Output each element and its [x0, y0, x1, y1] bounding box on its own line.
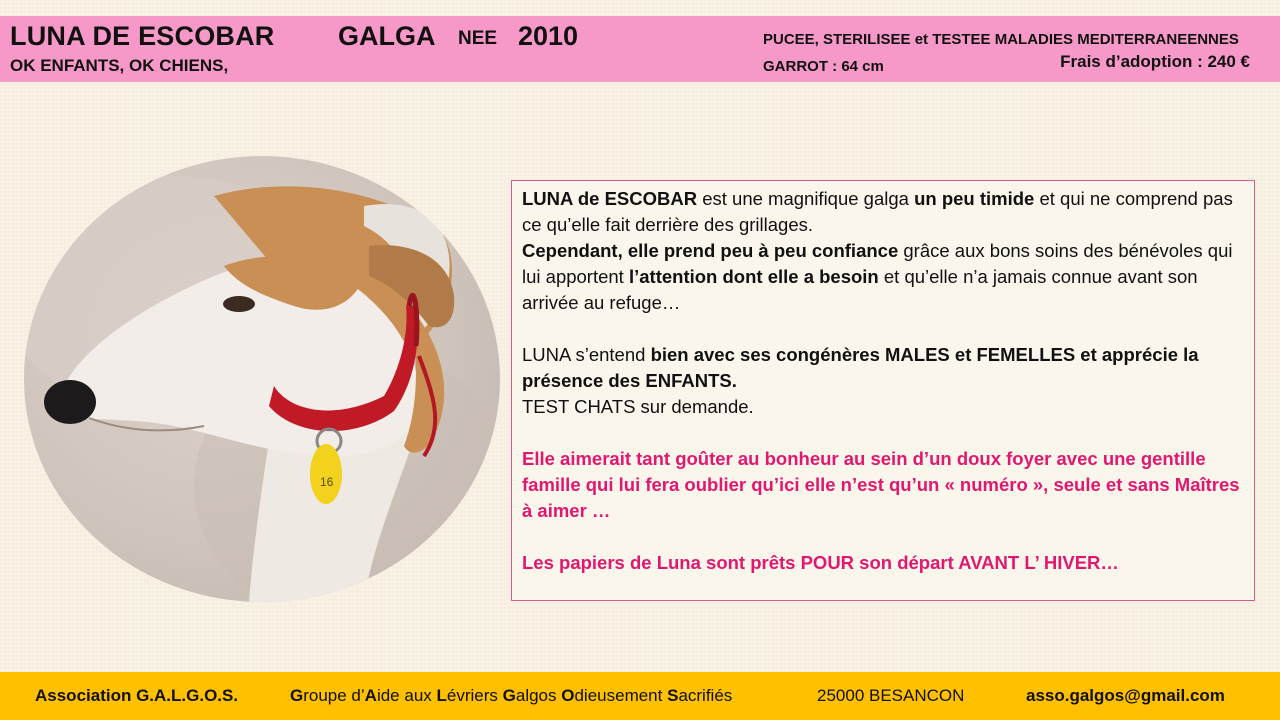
- born-label: NEE: [458, 28, 498, 49]
- word: évriers: [446, 686, 503, 705]
- desc-bold: Cependant, elle prend peu à peu confiance: [522, 240, 899, 261]
- adoption-fee: Frais d’adoption : 240 €: [1060, 52, 1250, 71]
- dog-breed: GALGA: [338, 21, 436, 51]
- header-banner: [0, 16, 1280, 82]
- desc-text: et qui ne comprend pas ce qu’elle fait derrière des grillages.: [522, 188, 1233, 235]
- cats-test-line: TEST CHATS sur demande.: [522, 396, 754, 417]
- garrot-height: GARROT : 64 cm: [763, 58, 884, 75]
- tag-number: 16: [320, 475, 334, 489]
- initial: L: [436, 686, 447, 705]
- description-box: [511, 180, 1255, 601]
- initial: O: [561, 686, 575, 705]
- footer-bar: [0, 672, 1280, 720]
- spacer: [522, 420, 1244, 446]
- description-paragraph-1: [522, 186, 1244, 238]
- departure-paragraph: Les papiers de Luna sont prêts POUR son départ AVANT L’ HIVER…: [522, 552, 1119, 573]
- compatibility-line: OK ENFANTS, OK CHIENS,: [10, 56, 229, 75]
- description-paragraph-2: [522, 238, 1244, 316]
- spacer: [522, 524, 1244, 550]
- word: ide aux: [376, 686, 437, 705]
- association-fullname: [290, 686, 732, 706]
- health-status: PUCEE, STERILISEE et TESTEE MALADIES MEDITERRANEENNES: [763, 31, 1239, 48]
- desc-text: est une magnifique galga: [697, 188, 915, 209]
- word: algos: [515, 686, 562, 705]
- city: 25000 BESANCON: [817, 686, 965, 705]
- desc-text: grâce aux bons soins des bénévoles qui lui apportent: [522, 240, 1233, 287]
- word: dieusement: [574, 686, 668, 705]
- greyhound-photo: [24, 156, 500, 602]
- desc-text: et qu’elle n’a jamais connue avant son arrivée au refuge…: [522, 266, 1198, 313]
- initial: G: [502, 686, 516, 705]
- desc-bold: un peu timide: [914, 188, 1035, 209]
- wish-paragraph: Elle aimerait tant goûter au bonheur au sein d’un doux foyer avec une gentille famille qui lui fera oublier qu’ici elle n’est qu’un « numéro », seule et sans Maîtres à aimer …: [522, 448, 1240, 521]
- email-link[interactable]: asso.galgos@gmail.com: [1026, 686, 1225, 705]
- dog-illustration: [24, 156, 500, 602]
- spacer: [522, 316, 1244, 342]
- desc-bold: l’attention dont elle a besoin: [628, 266, 879, 287]
- word: acrifiés: [678, 686, 733, 705]
- initial: G: [290, 686, 304, 705]
- desc-name: LUNA de ESCOBAR: [522, 188, 698, 209]
- association-name: Association G.A.L.G.O.S.: [35, 686, 239, 705]
- born-year: 2010: [518, 21, 579, 51]
- desc-bold: bien avec ses congénères MALES et FEMELLES et apprécie la présence des ENFANTS.: [522, 344, 1199, 391]
- initial: S: [667, 686, 679, 705]
- initial: A: [364, 686, 377, 705]
- desc-text: LUNA s’entend: [522, 344, 651, 365]
- word: roupe d’: [303, 686, 365, 705]
- dog-name: LUNA DE ESCOBAR: [10, 21, 275, 51]
- description-paragraph-3: [522, 342, 1244, 394]
